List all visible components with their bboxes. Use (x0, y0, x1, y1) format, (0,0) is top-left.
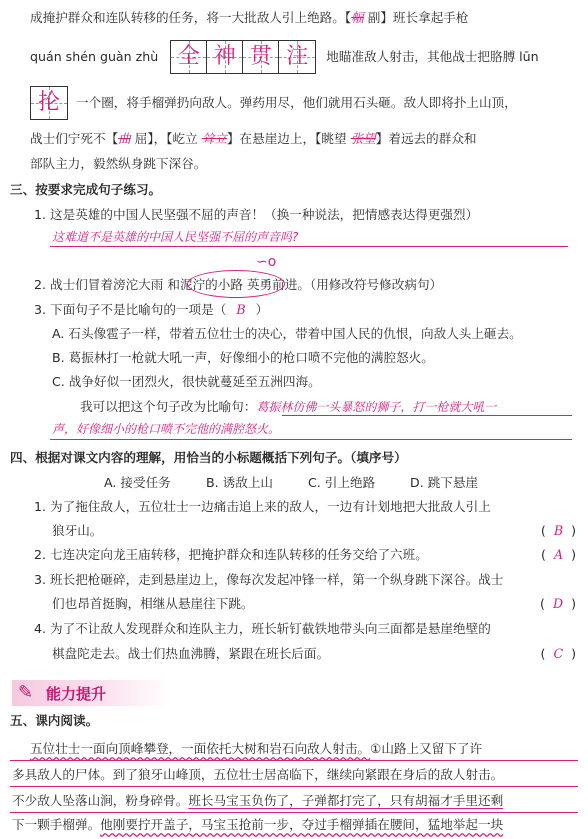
text: 一个圈，将手榴弹扔向敌人。弹药用尽，他们就用石头砸。敌人即将扑上山顶， (76, 94, 517, 110)
text: ） (255, 302, 269, 317)
rewrite-line-1 (80, 398, 496, 416)
q1-answer: 这难道不是英雄的中国人民坚强不屈的声音吗? (52, 230, 299, 244)
s4-item-4-line-1: 4. 为了不让敌人发现群众和连队主力，班长斩钉截铁地带头向三面都是悬崖绝壁的 (34, 621, 491, 636)
handwritten-strike: 耸立 (201, 131, 227, 146)
text: 山路上又留下了许 (381, 741, 483, 756)
text: 】着远去的群众和 (375, 131, 477, 146)
passage-line-5 (30, 155, 206, 173)
s4-item-4-answer: ( C ) (540, 646, 576, 661)
rewrite-underline-2 (50, 439, 572, 440)
reading-line-1 (30, 740, 482, 758)
q3 (34, 301, 268, 319)
q1: 1. 这是英雄的中国人民坚强不屈的声音！（换一种说法，把情感表达得更强烈） (34, 207, 479, 222)
reading-underline-3 (10, 812, 578, 813)
handwritten-char: 全 (177, 44, 200, 69)
s4-item-1-line-1: 1. 为了拖住敌人，五位壮士一边痛击追上来的敌人，一边有计划地把大批敌人引上 (34, 499, 491, 514)
s4-item-3-line-1: 3. 班长把枪砸碎，走到悬崖边上，像每次发起冲锋一样，第一个纵身跳下深谷。战士 (34, 572, 504, 587)
text: 成掩护群众和连队转移的任务，将一大批敌人引上绝路。【 (30, 10, 352, 25)
banner-title: 能力提升 (46, 685, 107, 703)
s4-item-2-answer: ( A ) (541, 547, 576, 562)
grid-cell (243, 41, 279, 73)
s4-item-2-line-1: 2. 七连决定向龙王庙转移，把掩护群众和连队转移的任务交给了六班。 (34, 547, 428, 562)
section-5-heading: 五、课内阅读。 (10, 713, 99, 728)
text: 部队主力，毅然纵身跳下深谷。 (30, 156, 207, 171)
grid-cell (171, 41, 207, 73)
tianzi-cell (30, 86, 68, 120)
underlined: 班长马宝玉负伤了，子弹都打完了，只有胡福才手里还剩 (188, 793, 504, 808)
rewrite-underline-1 (282, 415, 572, 416)
reading-underline-1 (10, 760, 578, 761)
grid-cell (207, 41, 243, 73)
text: 不少敌人坠落山涧，粉身碎骨。 (12, 793, 189, 808)
circled-phrase: 和泥泞的小路 (167, 277, 243, 292)
handwritten-char: 注 (286, 44, 309, 69)
handwritten-strike: 张望 (350, 131, 376, 146)
option-a: A. 石头像雹子一样，带着五位壮士的决心，带着中国人民的仇恨，向敌人头上砸去。 (52, 326, 522, 341)
reading-line-2: 多具敌人的尸体。到了狼牙山峰顶，五位壮士居高临下，继续向紧跟在身后的敌人射击。 (12, 767, 504, 782)
handwritten-strike: 曲 (118, 131, 131, 146)
text: 】在悬崖边上，【眺望 (226, 131, 351, 146)
reading-underline-2 (10, 786, 578, 787)
text: 我可以把这个句子改为比喻句： (80, 399, 257, 414)
pinyin: quán shén guàn zhù (30, 48, 159, 64)
handwritten-strike: 幅 (351, 10, 364, 25)
marker: ① (370, 741, 382, 756)
subtitle-choices (104, 474, 478, 492)
rewrite-answer: 葛振林仿佛一头暴怒的狮子，打一枪就大吼一 (256, 400, 497, 414)
tianzi-grid (170, 40, 316, 74)
handwritten-char: 贯 (249, 44, 272, 69)
answer: C (553, 646, 564, 661)
reading-line-3 (12, 792, 503, 810)
text: 战士们宁死不【 (30, 131, 119, 146)
pencil-icon: ✎ (18, 682, 34, 703)
handwritten-char: 抡 (37, 90, 60, 115)
text: 2. 战士们冒着滂沱大雨 (34, 277, 164, 292)
text: 地瞄准敌人射击，其他战士把胳膊 lūn (326, 48, 539, 64)
option-b: B. 葛振林打一枪就大吼一声，好像细小的枪口喷不完他的满腔怒火。 (52, 350, 434, 365)
passage-line-3 (30, 86, 517, 120)
passage-line-1 (30, 9, 469, 27)
answer: B (553, 523, 564, 538)
handwritten-char: 神 (213, 44, 236, 69)
choice-a: A. 接受任务 (104, 475, 171, 490)
correction-mark: ∽o (256, 254, 277, 270)
option-c: C. 战争好似一团烈火，很快就蔓延至五洲四海。 (52, 374, 321, 389)
text: 屈】，【屹立 (130, 131, 202, 146)
section-3-heading: 三、按要求完成句子练习。 (10, 182, 162, 197)
reading-line-4 (12, 816, 503, 834)
s4-item-3-line-2: 们也昂首挺胸，相继从悬崖往下跳。 (52, 596, 254, 611)
passage-line-4 (30, 130, 477, 148)
q1-underline (50, 246, 568, 247)
choice-d: D. 跳下悬崖 (410, 475, 479, 490)
text: 3. 下面句子不是比喻句的一项是（ (34, 302, 227, 317)
section-4-heading: 四、根据对课文内容的理解，用恰当的小标题概括下列句子。（填序号） (10, 450, 407, 465)
text: 英勇前进。（用修改符号修改病句） (246, 277, 443, 292)
s4-item-3-answer: ( D ) (540, 596, 576, 611)
ability-banner (12, 680, 172, 706)
text: 副】班长拿起手枪 (363, 10, 469, 25)
grid-cell (279, 41, 315, 73)
s4-item-1-answer: ( B ) (540, 523, 576, 538)
answer: D (552, 596, 564, 611)
passage-line-2 (30, 40, 539, 74)
s4-item-1-line-2: 狼牙山。 (52, 523, 103, 538)
choice-c: C. 引上绝路 (308, 475, 376, 490)
rewrite-line-2: 声，好像细小的枪口喷不完他的满腔怒火。 (52, 422, 281, 436)
q3-answer: B (236, 302, 246, 317)
correction-oval (187, 270, 285, 298)
s4-item-4-line-2: 棋盘陀走去。战士们热血沸腾，紧跟在班长后面。 (52, 646, 330, 661)
choice-b: B. 诱敌上山 (206, 475, 274, 490)
wavy-underlined: 五位壮士一面向顶峰攀登，一面依托大树和岩石向敌人射击。 (30, 741, 371, 756)
answer: A (553, 547, 564, 562)
text: 下一颗手榴弹。 (12, 817, 101, 832)
wavy-underlined: 他刚要拧开盖子，马宝玉抢前一步，夺过手榴弹插在腰间，猛地举起一块 (100, 817, 504, 832)
